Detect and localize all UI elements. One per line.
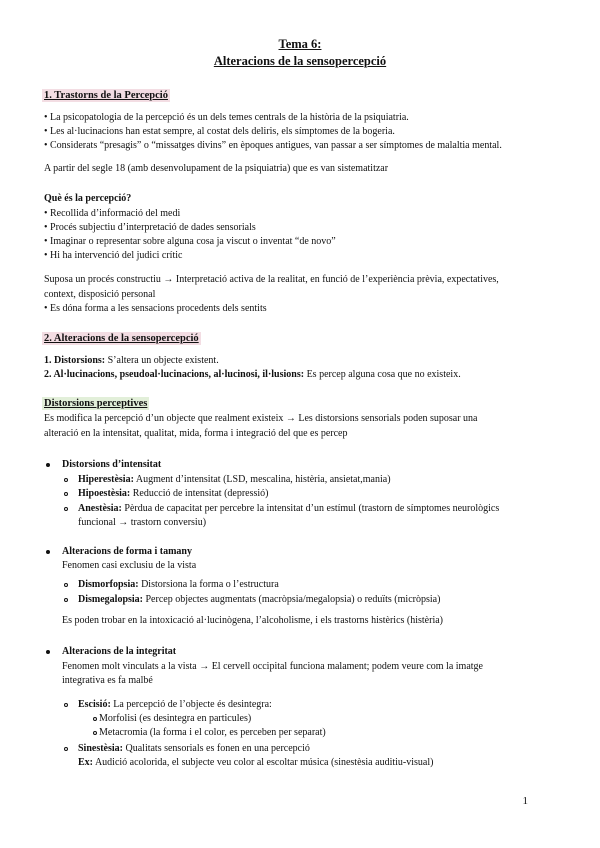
escissio-subitem: Metacromia (la forma i el color, es perceben per separat) [99, 727, 326, 738]
forma-subtitle: Fenomen casi exclusiu de la vista [62, 560, 197, 571]
constructive-line: context, disposició personal [44, 289, 156, 300]
forma-note: Es poden trobar en la intoxicació al·lucinògena, l’alcoholisme, i els trastorns histèrics (histèria) [62, 615, 443, 626]
bullet-dot [46, 650, 50, 654]
intensitat-item: Hiperestèsia: Augment d’intensitat (LSD, mescalina, histèria, ansietat,mania) [78, 474, 391, 485]
doc-title-line2: Alteracions de la sensopercepció [213, 54, 387, 68]
intensitat-item-continuation: funcional → trastorn conversiu) [78, 517, 207, 528]
question-bullet: • Recollida d’informació del medi [44, 208, 181, 219]
intensitat-item: Anestèsia: Pèrdua de capacitat per percebre la intensitat d’un estímul (trastorn de símptomes neurològics [78, 503, 500, 514]
section2-item: 2. Al·lucinacions, pseudoal·lucinacions, al·lucinosi, il·lusions: Es percep alguna cosa que no existeix. [44, 369, 461, 380]
section1-bullet: • La psicopatologia de la percepció és un dels temes centrals de la història de la psiquiatria. [44, 112, 409, 123]
forma-item: Dismegalopsia: Percep objectes augmentats (macròpsia/megalopsia) o reduïts (micròpsia) [78, 594, 441, 605]
section1-paragraph: A partir del segle 18 (amb desenvolupament de la psiquiatria) que es van sistematitzar [44, 163, 389, 174]
question-heading: Què és la percepció? [44, 193, 132, 204]
sinestesia-item: Sinestèsia: Qualitats sensorials es fonen en una percepció [78, 743, 310, 754]
section2-item: 1. Distorsions: S’altera un objecte existent. [44, 355, 219, 366]
section1-bullet: • Considerats “presagis” o “missatges divins” en èpoques antigues, van passar a ser símptomes de malaltia mental. [44, 140, 502, 151]
distorsions-text: alteració en la intensitat, qualitat, mida, forma i integració del que es percep [44, 428, 348, 439]
constructive-bullet: • Es dóna forma a les sensacions procedents dels sentits [44, 303, 267, 314]
bullet-circle [64, 747, 68, 751]
forma-title: Alteracions de forma i tamany [62, 546, 192, 557]
page-number: 1 [522, 795, 528, 807]
bullet-circle [64, 507, 68, 511]
bullet-circle [93, 731, 97, 735]
bullet-dot [46, 550, 50, 554]
sinestesia-example: Ex: Audició acolorida, el subjecte veu color al escoltar música (sinestèsia auditiu-visual) [78, 757, 434, 768]
bullet-circle [64, 703, 68, 707]
question-bullet: • Procés subjectiu d’interpretació de dades sensorials [44, 222, 256, 233]
question-bullet: • Imaginar o representar sobre alguna cosa ja viscut o inventat “de novo” [44, 236, 336, 247]
section1-heading: 1. Trastorns de la Percepció [44, 90, 168, 101]
doc-title-line1: Tema 6: [278, 37, 322, 51]
forma-item: Dismorfopsia: Distorsiona la forma o l’estructura [78, 579, 279, 590]
intensitat-title: Distorsions d’intensitat [62, 459, 162, 470]
integritat-text: integrativa es fa malbé [62, 675, 153, 686]
section2-heading: 2. Alteracions de la sensopercepció [44, 333, 199, 344]
integritat-title: Alteracions de la integritat [62, 646, 177, 657]
escissio-item: Escisió: La percepció de l’objecte és desintegra: [78, 699, 272, 710]
distorsions-text: Es modifica la percepció d’un objecte que realment existeix → Les distorsions sensorials poden suposar una [44, 413, 478, 424]
constructive-line: Suposa un procés constructiu → Interpretació activa de la realitat, en funció de l’experiència prèvia, expectatives, [44, 274, 499, 285]
bullet-circle [64, 492, 68, 496]
bullet-circle [64, 478, 68, 482]
distorsions-heading: Distorsions perceptives [44, 398, 148, 409]
bullet-circle [64, 598, 68, 602]
escissio-subitem: Morfolisi (es desintegra en particules) [99, 713, 252, 724]
intensitat-item: Hipoestèsia: Reducció de intensitat (depressió) [78, 488, 269, 499]
bullet-dot [46, 463, 50, 467]
bullet-circle [64, 583, 68, 587]
question-bullet: • Hi ha intervenció del judici crític [44, 250, 183, 261]
integritat-text: Fenomen molt vinculats a la vista → El cervell occipital funciona malament; podem veure com la imatge [62, 661, 483, 672]
section1-bullet: • Les al·lucinacions han estat sempre, al costat dels deliris, els símptomes de la bogeria. [44, 126, 395, 137]
bullet-circle [93, 717, 97, 721]
